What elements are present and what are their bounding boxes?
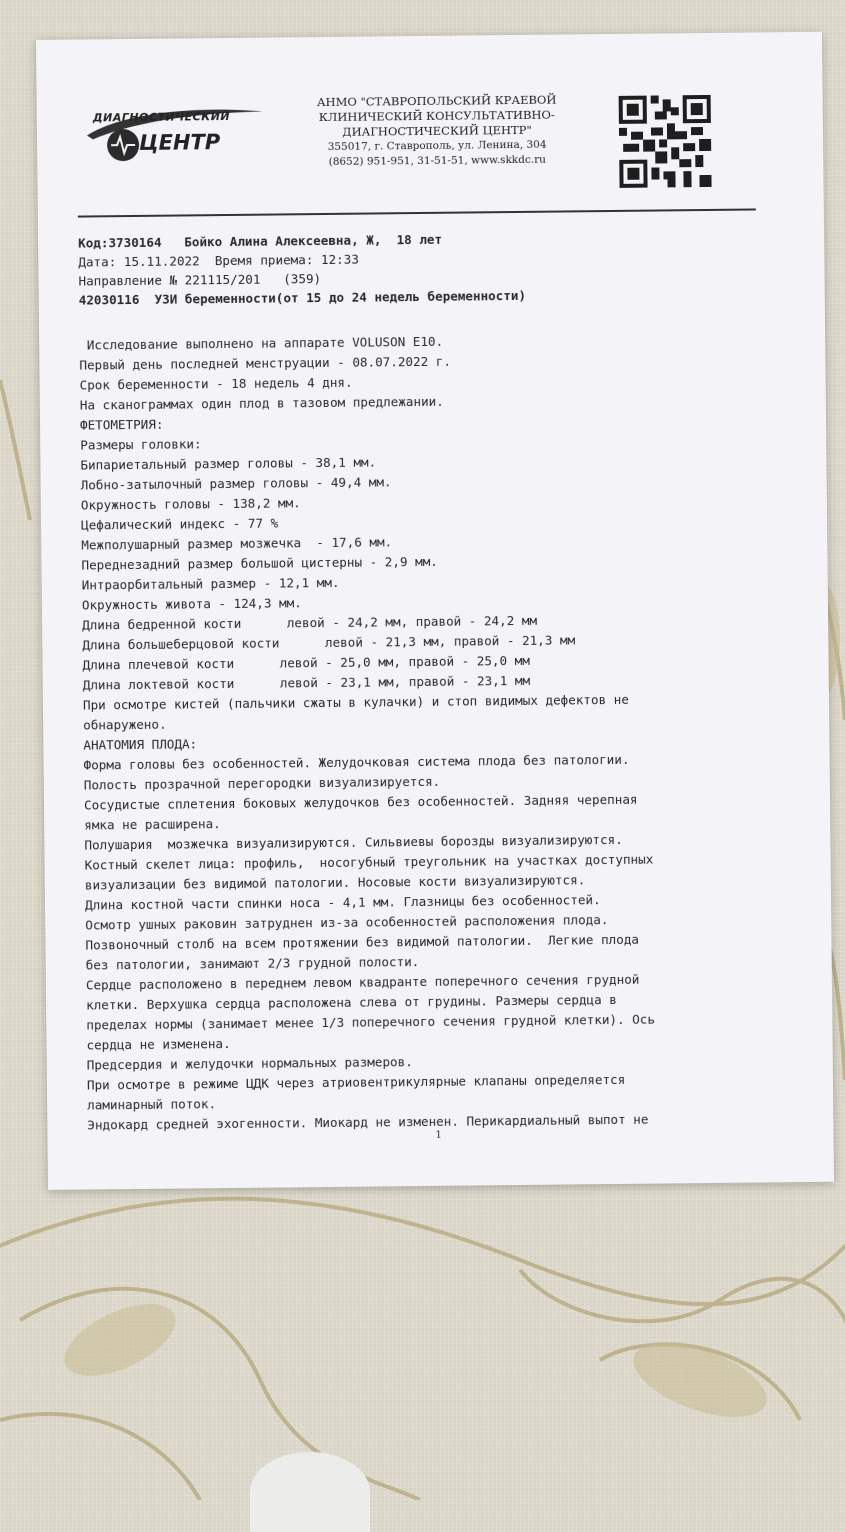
header-divider [78, 208, 756, 217]
report-line: сердца не изменена. [86, 1036, 231, 1053]
report-line: Переднезадний размер большой цистерны - 2,9 мм. [81, 553, 438, 573]
report-line: пределах нормы (занимает менее 1/3 поперечного сечения грудной клетки). Ось [86, 1011, 656, 1033]
report-line: Предсердия и желудочки нормальных размеров. [86, 1054, 413, 1073]
report-line: ламинарный поток. [87, 1096, 217, 1113]
report-line: Осмотр ушных раковин затруднен из-за особенностей расположения плода. [85, 912, 609, 933]
bottle-cap-object [250, 1452, 370, 1532]
section-heading: ФЕТОМЕТРИЯ: [79, 416, 164, 433]
org-name-line: КЛИНИЧЕСКИЙ КОНСУЛЬТАТИВНО- [318, 107, 555, 125]
report-line: Сердце расположено в переднем левом квадранте поперечного сечения грудной [85, 971, 640, 993]
logo [85, 104, 266, 176]
org-contacts: (8652) 951-951, 31-51-51, www.skkdc.ru [328, 153, 547, 168]
report-line: Лобно-затылочный размер головы - 49,4 мм. [80, 474, 392, 493]
report-line: Сосудистые сплетения боковых желудочков без особенностей. Задняя черепная [83, 791, 638, 813]
logo-main-text: ЦЕНТР [138, 130, 221, 155]
report-line: Бипариетальный размер головы - 38,1 мм. [80, 454, 377, 473]
report-line: Окружность живота - 124,3 мм. [81, 595, 302, 613]
report-line: Полость прозрачной перегородки визуализируется. [83, 773, 441, 793]
report-line: Цефалический индекс - 77 % [81, 515, 279, 533]
referral-number: Направление № 221115/201 (359) [78, 271, 322, 289]
page-number: 1 [435, 1129, 442, 1141]
report-line: Исследование выполнено на аппарате VOLUSON E10. [79, 333, 444, 353]
report-text [79, 328, 807, 1135]
visit-date: Дата: 15.11.2022 Время приема: 12:33 [78, 251, 359, 270]
report-line: визуализации без видимой патологии. Носовые кости визуализируются. [84, 872, 586, 893]
report-line: Первый день последней менструации - 08.07.2022 г. [79, 353, 451, 373]
report-line: Межполушарный размер мозжечка - 17,6 мм. [81, 534, 393, 553]
report-line: Длина плечевой кости левой - 25,0 мм, правой - 25,0 мм [82, 652, 530, 673]
patient-info: Код:3730164 Бойко Алина Алексеевна, Ж, 18 лет [78, 231, 443, 251]
report-line: Размеры головки: [80, 436, 202, 453]
report-line: клетки. Верхушка сердца расположена слева от грудины. Размеры сердца в [86, 991, 617, 1013]
org-address: 355017, г. Ставрополь, ул. Ленина, 304 [327, 138, 547, 153]
report-body [78, 226, 807, 1135]
report-line: Длина локтевой кости левой - 23,1 мм, правой - 23,1 мм [82, 672, 531, 693]
qr-code-icon [619, 95, 712, 188]
report-line: без патологии, занимают 2/3 грудной полости. [85, 954, 420, 973]
report-line: Костный скелет лица: профиль, носогубный треугольник на участках доступных [84, 851, 654, 873]
exam-title: 42030116 УЗИ беременности(от 15 до 24 недель беременности) [78, 287, 527, 308]
report-line: Эндокард средней эхогенности. Миокард не изменен. Перикардиальный выпот не [87, 1111, 649, 1133]
report-line: Длина большеберцовой кости левой - 21,3 мм, правой - 21,3 мм [82, 632, 576, 653]
report-line: Длина бедренной кости левой - 24,2 мм, правой - 24,2 мм [82, 612, 538, 633]
report-line: Окружность головы - 138,2 мм. [80, 495, 301, 513]
report-line: При осмотре кистей (пальчики сжаты в кулачки) и стоп видимых дефектов не [82, 691, 629, 713]
report-line: Форма головы без особенностей. Желудочковая система плода без патологии. [83, 751, 630, 773]
section-heading: АНАТОМИЯ ПЛОДА: [83, 736, 198, 753]
org-name-line: АНМО "СТАВРОПОЛЬСКИЙ КРАЕВОЙ [316, 92, 557, 110]
org-name-line: ДИАГНОСТИЧЕСКИЙ ЦЕНТР" [342, 122, 532, 139]
report-line: При осмотре в режиме ЦДК через атриовентрикулярные клапаны определяется [86, 1071, 626, 1093]
logo-top-text: ДИАГНОСТИЧЕСКИЙ [92, 109, 231, 125]
report-line: На сканограммах один плод в тазовом предлежании. [79, 393, 444, 413]
report-line: ямка не расширена. [84, 816, 221, 833]
report-line: Позвоночный столб на всем протяжении без видимой патологии. Легкие плода [85, 931, 640, 953]
organization-header [287, 92, 588, 170]
document-page [36, 32, 834, 1190]
report-line: Полушария мозжечка визуализируются. Сильвиевы борозды визуализируются. [84, 831, 623, 853]
report-line: Срок беременности - 18 недель 4 дня. [79, 374, 353, 393]
report-line: обнаружено. [83, 716, 167, 733]
report-line: Длина костной части спинки носа - 4,1 мм. Глазницы без особенностей. [84, 892, 601, 913]
report-line: Интраорбитальный размер - 12,1 мм. [81, 574, 340, 593]
